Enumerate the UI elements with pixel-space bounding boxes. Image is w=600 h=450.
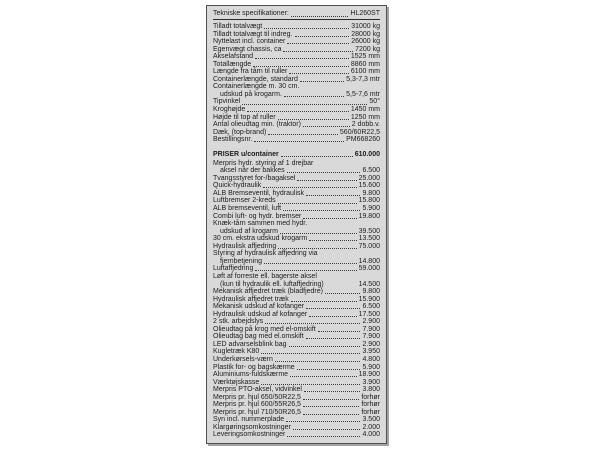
- price-row-value: 6.500: [362, 167, 380, 175]
- dotted-leader: [293, 429, 361, 430]
- price-row: [213, 416, 380, 424]
- spec-row-value: 26000 kg: [351, 38, 380, 46]
- dotted-leader: [284, 96, 344, 97]
- price-row-label: Quick-hydraulik: [213, 182, 262, 190]
- price-row-label: Combi luft- og hydr. bremser: [213, 212, 302, 220]
- spec-row: [213, 46, 380, 54]
- price-row-label: Leveringsomkostninger: [213, 431, 286, 439]
- price-row-label: Løft af forreste ell. bagerste aksel: [213, 272, 317, 280]
- price-row-value: 14.800: [358, 257, 380, 265]
- price-row-value: 3.900: [362, 378, 380, 386]
- price-row: [213, 311, 380, 319]
- price-row-label: Merpris hydr. styring af 1 drejbar: [213, 159, 314, 167]
- price-row: [213, 424, 380, 432]
- price-row-value: 15.600: [358, 182, 380, 190]
- dotted-leader: [306, 308, 360, 309]
- dotted-leader: [289, 346, 361, 347]
- dotted-leader: [265, 323, 360, 324]
- price-row-value: 2.900: [362, 340, 380, 348]
- price-row: [213, 258, 380, 266]
- dotted-leader: [263, 187, 356, 188]
- spec-row-value: 5,5-7,6 mtr: [346, 90, 380, 98]
- price-row-value: 5.900: [362, 205, 380, 213]
- dotted-leader: [300, 81, 344, 82]
- spec-row-label: Containerlængde, standard: [213, 75, 298, 83]
- spec-row: [213, 106, 380, 114]
- spec-row: [213, 91, 380, 99]
- price-row-value: forhør: [361, 401, 380, 409]
- spec-row-value: 1450 mm: [350, 106, 380, 114]
- price-row-label: Hydraulisk affjedring: [213, 242, 277, 250]
- price-row-value: 19.800: [358, 212, 380, 220]
- dotted-leader: [275, 361, 361, 362]
- spec-row-label: Højde til top af ruller: [213, 113, 276, 121]
- dotted-leader: [287, 172, 361, 173]
- dotted-leader: [297, 369, 361, 370]
- price-rows: [213, 160, 380, 439]
- price-row: [213, 190, 380, 198]
- spec-row-value: 7200 kg: [355, 45, 380, 53]
- price-row: [213, 296, 380, 304]
- dotted-leader: [255, 58, 349, 59]
- dotted-leader: [247, 111, 349, 112]
- price-row-label: Tvangsstyret for-/bagaksel: [213, 174, 296, 182]
- price-row-label: Underkørsels-værn: [213, 355, 273, 363]
- spec-row-label: Dæk, (top-brand): [213, 128, 267, 136]
- price-row: [213, 401, 380, 409]
- price-row-value: 17.500: [358, 310, 380, 318]
- price-row: [213, 431, 380, 439]
- price-row-label: Hydraulisk udskud af kofanger: [213, 310, 308, 318]
- dotted-leader: [283, 51, 353, 52]
- table-header-label: Tekniske specifikationer:: [213, 10, 289, 17]
- dotted-leader: [325, 293, 360, 294]
- price-row: [213, 265, 380, 273]
- spec-row-label: Tilladt totalvægt til indreg.: [213, 30, 293, 38]
- price-row-label: Merpris pr. hjul 650/50R22,5: [213, 393, 301, 401]
- spec-row: [213, 129, 380, 137]
- price-row-label: Mekanisk udskud af kofanger: [213, 303, 305, 311]
- price-row: [213, 205, 380, 213]
- price-row-value: 39.500: [358, 227, 380, 235]
- price-row-label: Knæk-tårn sammen med hydr.: [213, 220, 308, 228]
- spec-row-value: 28000 kg: [351, 30, 380, 38]
- dotted-leader: [261, 353, 360, 354]
- price-row-label: 30 cm. ekstra udskud krogarm: [213, 235, 308, 243]
- price-row: [213, 371, 380, 379]
- dotted-leader: [287, 43, 349, 44]
- price-row-label: (kun til hydraulik ell. luftaffjedring): [220, 280, 324, 288]
- dotted-leader: [278, 203, 357, 204]
- price-row: [213, 167, 380, 175]
- price-row-label: ALB Bremseventil, hydraulisk: [213, 189, 305, 197]
- spec-row-label: Tilladt totalvægt: [213, 23, 263, 30]
- price-row-value: forhør: [361, 408, 380, 416]
- price-row-label: Luftbremser 2-kreds: [213, 197, 276, 205]
- price-row-value: 3.800: [362, 386, 380, 394]
- price-row-label: Kugletræk K80: [213, 348, 260, 356]
- price-row: [213, 409, 380, 417]
- price-row-label: Styring af hydraulisk affjedring via: [213, 250, 318, 258]
- spec-row: [213, 121, 380, 129]
- price-row-value: 4.800: [362, 355, 380, 363]
- price-row: [213, 197, 380, 205]
- spec-row-label: Containerlængde m. 30 cm.: [213, 83, 300, 91]
- price-row-value: 9.800: [362, 288, 380, 296]
- specifications-section: [213, 23, 380, 144]
- price-row: [213, 356, 380, 364]
- spec-price-table: [206, 5, 387, 444]
- price-row-label: ALB bremseventil, luft: [213, 205, 282, 213]
- price-row-label: Luftaffjedring: [213, 265, 254, 273]
- dotted-leader: [306, 195, 360, 196]
- dotted-leader: [254, 141, 344, 142]
- price-row-label: Olieudtag på krog med el-omskift: [213, 325, 316, 333]
- dotted-leader: [278, 119, 349, 120]
- spec-row-label: Nyttelast incl. container: [213, 38, 286, 46]
- price-row: [213, 364, 380, 372]
- price-row-label: 2 stk. arbejdslys: [213, 318, 264, 326]
- price-row-value: 4.000: [362, 431, 380, 439]
- spec-row: [213, 53, 380, 61]
- dotted-leader: [318, 331, 361, 332]
- price-row: [213, 333, 380, 341]
- price-row: [213, 288, 380, 296]
- dotted-leader: [303, 126, 350, 127]
- spec-row: [213, 38, 380, 46]
- dotted-leader: [278, 248, 356, 249]
- price-row-label: Plastik for- og bagskærme: [213, 363, 295, 371]
- spec-row: [213, 98, 380, 106]
- dotted-leader: [280, 233, 357, 234]
- spec-row-label: Akselafstand: [213, 53, 254, 61]
- table-header-value: HL260ST: [350, 10, 380, 17]
- price-row: [213, 213, 380, 221]
- dotted-leader: [283, 210, 360, 211]
- dotted-leader: [290, 376, 357, 377]
- dotted-leader: [303, 406, 359, 407]
- price-row-value: 2.000: [362, 423, 380, 431]
- price-row-label: Aluminiums-fuldskærme: [213, 371, 289, 379]
- dotted-leader: [264, 263, 357, 264]
- price-row-value: forhør: [361, 393, 380, 401]
- dotted-leader: [242, 104, 367, 105]
- spec-row-label: Længde fra tårn til ruller: [213, 68, 288, 76]
- price-row-label: LED advarselsblink bag: [213, 340, 287, 348]
- dotted-leader: [309, 316, 356, 317]
- price-row-label: Merpris PTO-aksel, vidvinkel: [213, 386, 302, 394]
- spec-row-label: Totallængde: [213, 60, 252, 68]
- price-row: [213, 386, 380, 394]
- price-row-value: 75.000: [358, 242, 380, 250]
- price-row: [213, 228, 380, 236]
- spec-row-value: 8860 mm: [350, 60, 380, 68]
- dotted-leader: [291, 16, 349, 17]
- spec-row: [213, 31, 380, 39]
- prices-section: [213, 150, 380, 439]
- price-row-value: 13.500: [358, 235, 380, 243]
- price-row-value: 2.900: [362, 318, 380, 326]
- dotted-leader: [291, 301, 357, 302]
- price-header-value: 610.000: [354, 150, 380, 158]
- spec-row-value: 31000 kg: [351, 23, 380, 30]
- dotted-leader: [295, 36, 350, 37]
- price-row-value: 6.500: [362, 303, 380, 311]
- price-row: [213, 394, 380, 402]
- dotted-leader: [309, 240, 356, 241]
- dotted-leader: [303, 399, 359, 400]
- price-header-label: PRISER u/container: [213, 150, 279, 158]
- price-header-row: [213, 150, 380, 159]
- spec-row-value: PM668260: [346, 136, 380, 144]
- dotted-leader: [261, 384, 360, 385]
- price-row-value: 7.900: [362, 333, 380, 341]
- dotted-leader: [303, 414, 359, 415]
- dotted-leader: [264, 28, 349, 29]
- dotted-leader: [286, 421, 360, 422]
- price-row-value: 59.000: [358, 265, 380, 273]
- spec-row-label: Tipvinkel: [213, 98, 241, 106]
- price-row-value: 15.800: [358, 197, 380, 205]
- price-row: [213, 235, 380, 243]
- spec-row-value: 5,3-7,3 mtr: [346, 75, 380, 83]
- price-row: [213, 175, 380, 183]
- price-row-value: 7.900: [362, 325, 380, 333]
- price-row-label: aksel når der bakkes: [220, 167, 285, 175]
- spec-row: [213, 114, 380, 122]
- price-row-value: 9.800: [362, 189, 380, 197]
- spec-row-value: 1525 mm: [350, 53, 380, 61]
- price-row-label: Merpris pr. hjul 710/50R26,5: [213, 408, 301, 416]
- spec-row-label: udskud på krogarm.: [220, 90, 282, 98]
- spec-row-value: 1250 mm: [350, 113, 380, 121]
- price-row-label: Syn incl. nummerplade: [213, 416, 285, 424]
- spec-row: [213, 136, 380, 144]
- price-row-value: 5.900: [362, 363, 380, 371]
- price-row-label: Klargøringsomkostninger: [213, 423, 291, 431]
- price-row-label: Olieudtag bag med el.omskift: [213, 333, 304, 341]
- spec-row-label: Egenvægt chassis, ca: [213, 45, 282, 53]
- spec-row-value: 50°: [369, 98, 380, 106]
- spec-row-value: 2 dobb.v.: [351, 121, 380, 129]
- dotted-leader: [253, 66, 349, 67]
- dotted-leader: [255, 270, 356, 271]
- dotted-leader: [297, 180, 356, 181]
- spec-row-label: Bestillingsnr.: [213, 136, 253, 144]
- price-row: [213, 326, 380, 334]
- price-row: [213, 379, 380, 387]
- dotted-leader: [303, 218, 356, 219]
- price-row-label: Mekanisk affjedret træk (bladfjedre): [213, 288, 323, 296]
- price-row-label: udskud af krogarm: [220, 227, 278, 235]
- price-row-value: 15.900: [358, 295, 380, 303]
- price-row-label: Merpris pr. hjul 600/55R26,5: [213, 401, 301, 409]
- spec-row: [213, 76, 380, 84]
- price-row: [213, 303, 380, 311]
- dotted-leader: [281, 156, 353, 157]
- price-row-label: Værktøjskasse: [213, 378, 260, 386]
- price-row: [213, 182, 380, 190]
- dotted-leader: [268, 134, 338, 135]
- price-row-value: 3.500: [362, 416, 380, 424]
- price-row: [213, 243, 380, 251]
- spec-row-value: 6100 mm: [350, 68, 380, 76]
- dotted-leader: [304, 391, 361, 392]
- dotted-leader: [287, 436, 360, 437]
- spec-row: [213, 23, 380, 31]
- price-row: [213, 281, 380, 289]
- dotted-leader: [326, 286, 357, 287]
- spec-row-label: Kroghøjde: [213, 106, 246, 114]
- dotted-leader: [306, 338, 361, 339]
- spec-row-value: 560/60R22,5: [339, 128, 380, 136]
- table-header-row: [213, 9, 380, 20]
- price-row-value: 25.000: [358, 174, 380, 182]
- spec-row: [213, 68, 380, 76]
- price-row-label: Hydraulisk affjedret træk: [213, 295, 289, 303]
- price-row: [213, 341, 380, 349]
- price-row-label: fjernbetjening: [220, 257, 263, 265]
- spec-row-label: Antal olieudtag min. (traktor): [213, 121, 301, 129]
- price-row-value: 14.500: [358, 280, 380, 288]
- price-row: [213, 318, 380, 326]
- price-row-value: 3.950: [362, 348, 380, 356]
- dotted-leader: [289, 73, 348, 74]
- price-row-value: 18.900: [358, 371, 380, 379]
- price-row: [213, 348, 380, 356]
